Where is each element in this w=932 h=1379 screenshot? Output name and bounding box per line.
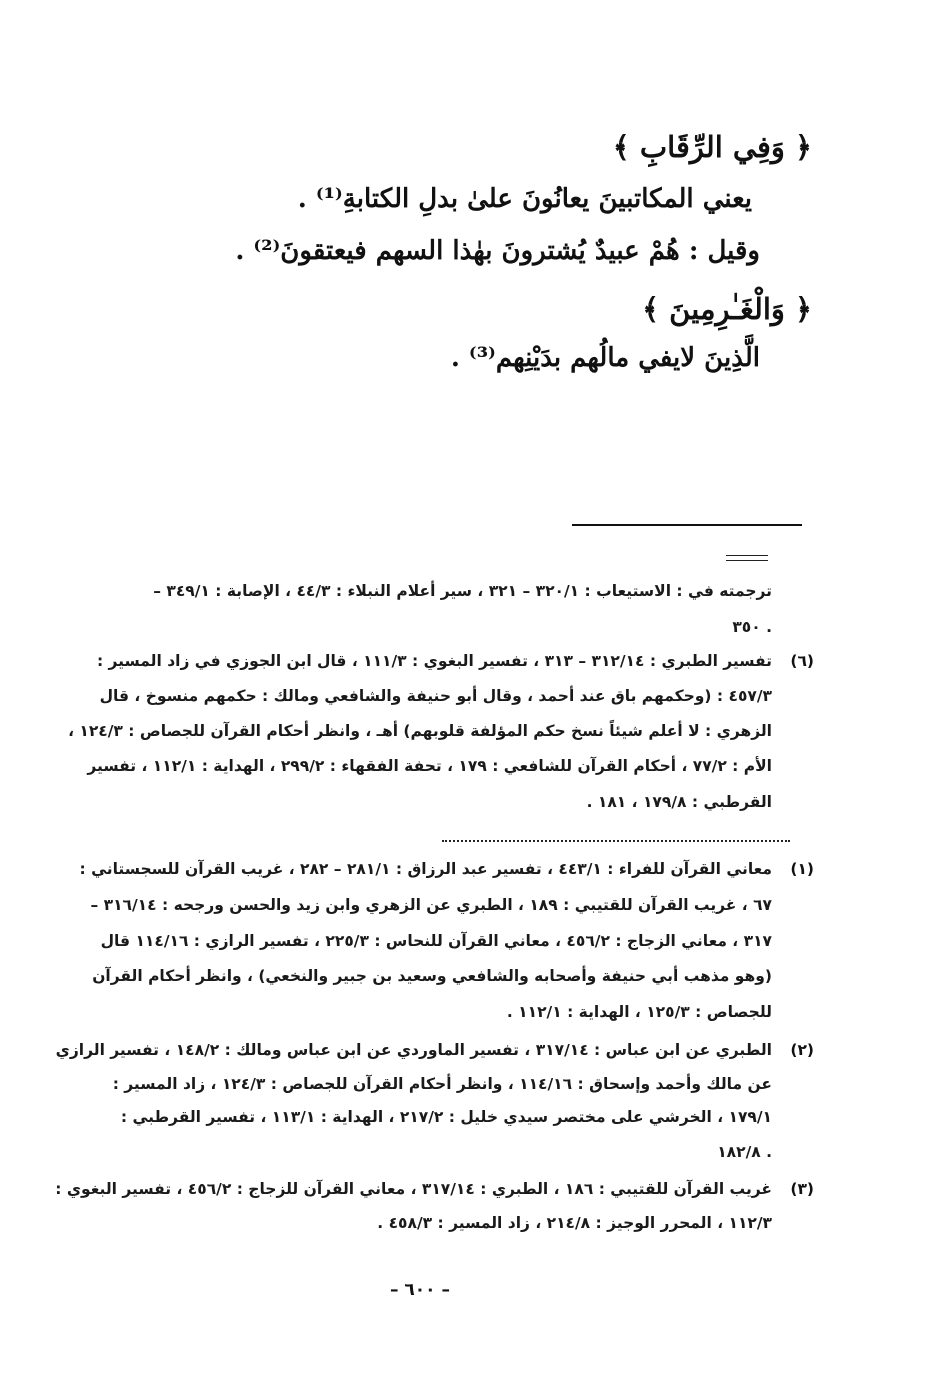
footnote-line: ٣٥٠ . xyxy=(732,618,772,636)
footnote-line: للجصاص : ١٢٥/٣ ، الهداية : ١١٢/١ . xyxy=(506,1003,772,1021)
footnote-line: القرطبي : ١٧٩/٨ ، ١٨١ . xyxy=(586,793,772,811)
footnote-line: ٦٧ ، غريب القرآن للقتيبي : ١٨٩ ، الطبري عن الزهري وابن زيد والحسن ورجحه : ٣١٦/١٤ – xyxy=(90,896,772,914)
footnote-line: الزهري : لا أعلم شيئاً نسخ حكم المؤلفة قلوبهم) أهـ ، وانظر أحكام القرآن للجصاص : ١٢٤/٣ ، xyxy=(68,722,772,740)
continuation-marker xyxy=(726,555,768,561)
footnote-line: ٤٥٧/٣ : (وحكمهم باق عند أحمد ، وقال أبو حنيفة والشافعي ومالك : حكمهم منسوخ ، قال xyxy=(99,687,772,705)
footnote-number: (١) xyxy=(790,860,814,878)
footnote-line: غريب القرآن للقتيبي : ١٨٦ ، الطبري : ٣١٧/١٤ ، معاني القرآن للزجاج : ٤٥٦/٢ ، تفسير البغوي : xyxy=(55,1180,772,1198)
footnote-line: عن مالك وأحمد وإسحاق : ١١٤/١٦ ، وانظر أحكام القرآن للجصاص : ١٢٤/٣ ، زاد المسير : xyxy=(112,1075,772,1093)
main-text-line: يعني المكاتبينَ يعانُونَ علىٰ بدلِ الكتابةِ⁽¹⁾ . xyxy=(297,184,752,214)
footnote-line: الأم : ٧٧/٢ ، أحكام القرآن للشافعي : ١٧٩ ، تحفة الفقهاء : ٢٩٩/٢ ، الهداية : ١١٢/١ ، تفسير xyxy=(87,757,772,775)
footnote-line: (وهو مذهب أبي حنيفة وأصحابه والشافعي وسعيد بن جبير والنخعي) ، وانظر أحكام القرآن xyxy=(92,967,772,985)
footnote-line: ١٨٢/٨ . xyxy=(717,1143,772,1161)
footnote-number: (٦) xyxy=(790,652,814,670)
quran-heading-gharimin: ﴿ وَالْغَـٰرِمِينَ ﴾ xyxy=(642,292,812,326)
footnote-separator xyxy=(572,524,802,526)
quran-heading-riqab: ﴿ وَفِي الرِّقَابِ ﴾ xyxy=(612,130,812,164)
footnote-line: تفسير الطبري : ٣١٢/١٤ – ٣١٣ ، تفسير البغوي : ١١١/٣ ، قال ابن الجوزي في زاد المسير : xyxy=(96,652,772,670)
footnote-line: معاني القرآن للفراء : ٤٤٣/١ ، تفسير عبد الرزاق : ٢٨١/١ – ٢٨٢ ، غريب القرآن للسجستاني : xyxy=(79,860,772,878)
dotted-separator xyxy=(442,840,790,842)
footnote-number: (٢) xyxy=(790,1041,814,1059)
footnote-line: ١٧٩/١ ، الخرشي على مختصر سيدي خليل : ٢١٧/٢ ، الهداية : ١١٣/١ ، تفسير القرطبي : xyxy=(120,1108,772,1126)
page-number: – ٦٠٠ – xyxy=(390,1280,450,1300)
footnote-line: ترجمته في : الاستيعاب : ٣٢٠/١ – ٣٢١ ، سير أعلام النبلاء : ٤٤/٣ ، الإصابة : ٣٤٩/١ – xyxy=(153,582,772,600)
footnote-line: ١١٢/٣ ، المحرر الوجيز : ٢١٤/٨ ، زاد المسير : ٤٥٨/٣ . xyxy=(377,1214,772,1232)
main-text-line: وقيل : هُمْ عبيدٌ يُشترونَ بهٰذا السهم فيعتقونَ⁽²⁾ . xyxy=(235,236,760,266)
footnote-line: ٣١٧ ، معاني الزجاج : ٤٥٦/٢ ، معاني القرآن للنحاس : ٢٢٥/٣ ، تفسير الرازي : ١١٤/١٦ قال xyxy=(100,932,772,950)
main-text-line: الَّذِينَ لايفي مالُهم بدَيْنِهم⁽³⁾ . xyxy=(450,343,760,373)
footnote-number: (٣) xyxy=(790,1180,814,1198)
footnote-line: الطبري عن ابن عباس : ٣١٧/١٤ ، تفسير الماوردي عن ابن عباس ومالك : ١٤٨/٢ ، تفسير الرازي xyxy=(55,1041,772,1059)
